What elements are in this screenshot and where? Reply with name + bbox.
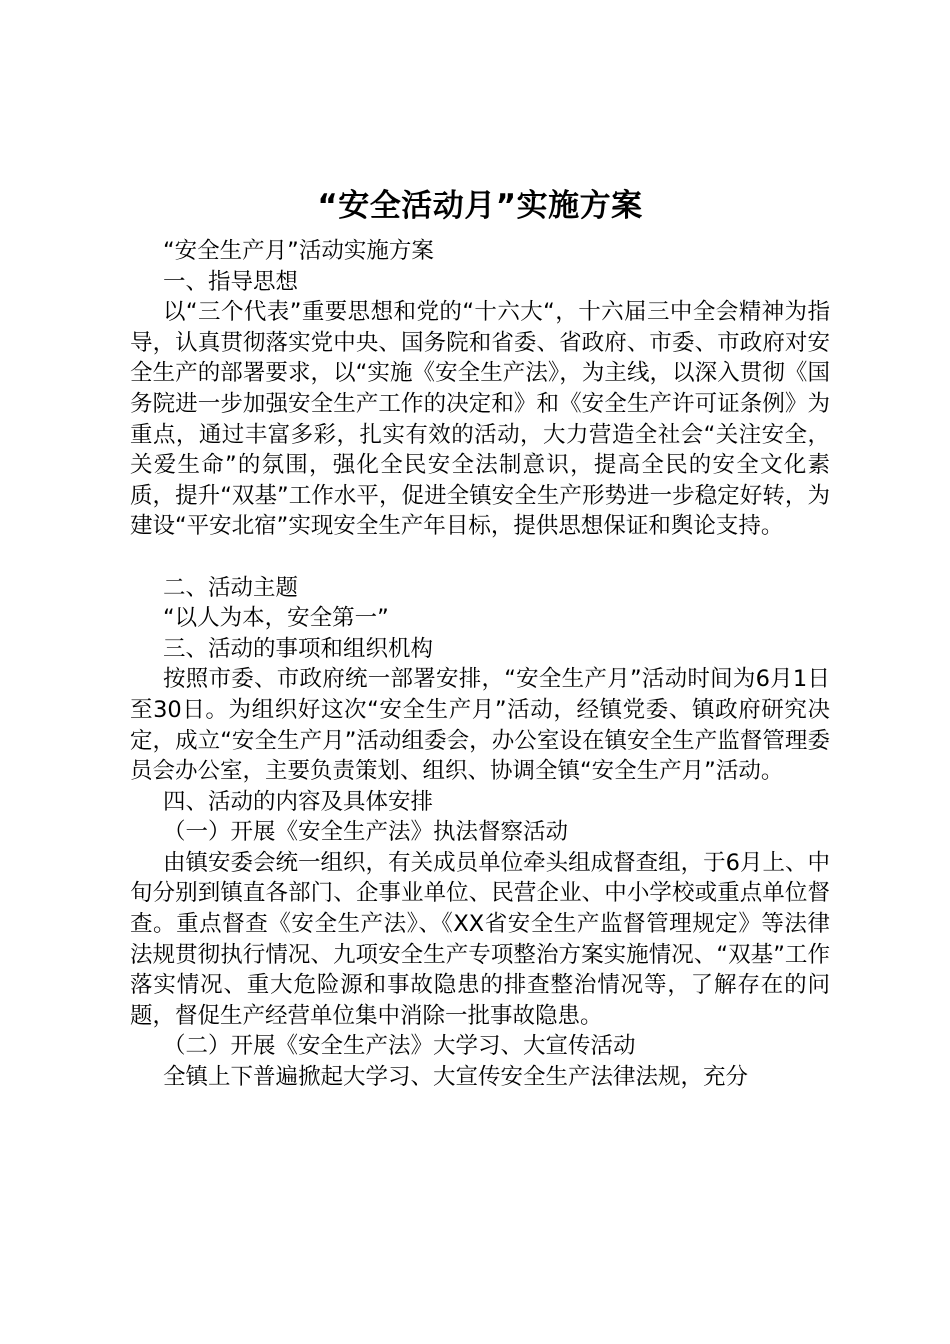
section-4-sub-2-heading: （二）开展《安全生产法》大学习、大宣传活动 xyxy=(163,1033,636,1060)
section-4-heading: 四、活动的内容及具体安排 xyxy=(163,788,434,815)
section-3-paragraph: 按照市委、市政府统一部署安排，“安全生产月”活动时间为6月1日至30日。为组织好这次“安全生产月”活动，经镇党委、镇政府研究决定，成立“安全生产月”活动组委会，办公室设在镇安全生产监督管理委员会办公室，主要负责策划、组织、协调全镇“安全生产月”活动。 xyxy=(130,666,830,785)
section-4-sub-2-paragraph: 全镇上下普遍掀起大学习、大宣传安全生产法律法规，充分 xyxy=(163,1064,749,1091)
section-4-sub-1-paragraph: 由镇安委会统一组织，有关成员单位牵头组成督查组，于6月上、中旬分别到镇直各部门、企事业单位、民营企业、中小学校或重点单位督查。重点督查《安全生产法》、《XX省安全生产监督管理规定》等法律法规贯彻执行情况、九项安全生产专项整治方案实施情况、“双基”工作落实情况、重大危险源和事故隐患的排查整治情况等，了解存在的问题，督促生产经营单位集中消除一批事故隐患。 xyxy=(130,849,830,1029)
blank-line xyxy=(130,542,830,573)
section-2-theme: “以人为本，安全第一” xyxy=(163,605,389,632)
document-subtitle: “安全生产月”活动实施方案 xyxy=(163,238,434,264)
section-2-heading: 二、活动主题 xyxy=(163,574,299,601)
section-1-heading: 一、指导思想 xyxy=(163,268,299,295)
section-4-sub-1-heading: （一）开展《安全生产法》执法督察活动 xyxy=(163,819,569,846)
document-title: “安全活动月”实施方案 xyxy=(317,188,643,224)
section-1-paragraph: 以“三个代表”重要思想和党的“十六大“，十六届三中全会精神为指导，认真贯彻落实党中央、国务院和省委、省政府、市委、市政府对安全生产的部署要求，以“实施《安全生产法》，为主线，以深入贯彻《国务院进一步加强安全生产工作的决定和》和《安全生产许可证条例》为重点，通过丰富多彩，扎实有效的活动，大力营造全社会“关注安全，关爱生命”的氛围，强化全民安全法制意识，提高全民的安全文化素质，提升“双基”工作水平，促进全镇安全生产形势进一步稳定好转，为建设“平安北宿”实现安全生产年目标，提供思想保证和舆论支持。 xyxy=(130,299,830,540)
document-page xyxy=(130,178,830,1093)
section-3-heading: 三、活动的事项和组织机构 xyxy=(163,635,434,662)
